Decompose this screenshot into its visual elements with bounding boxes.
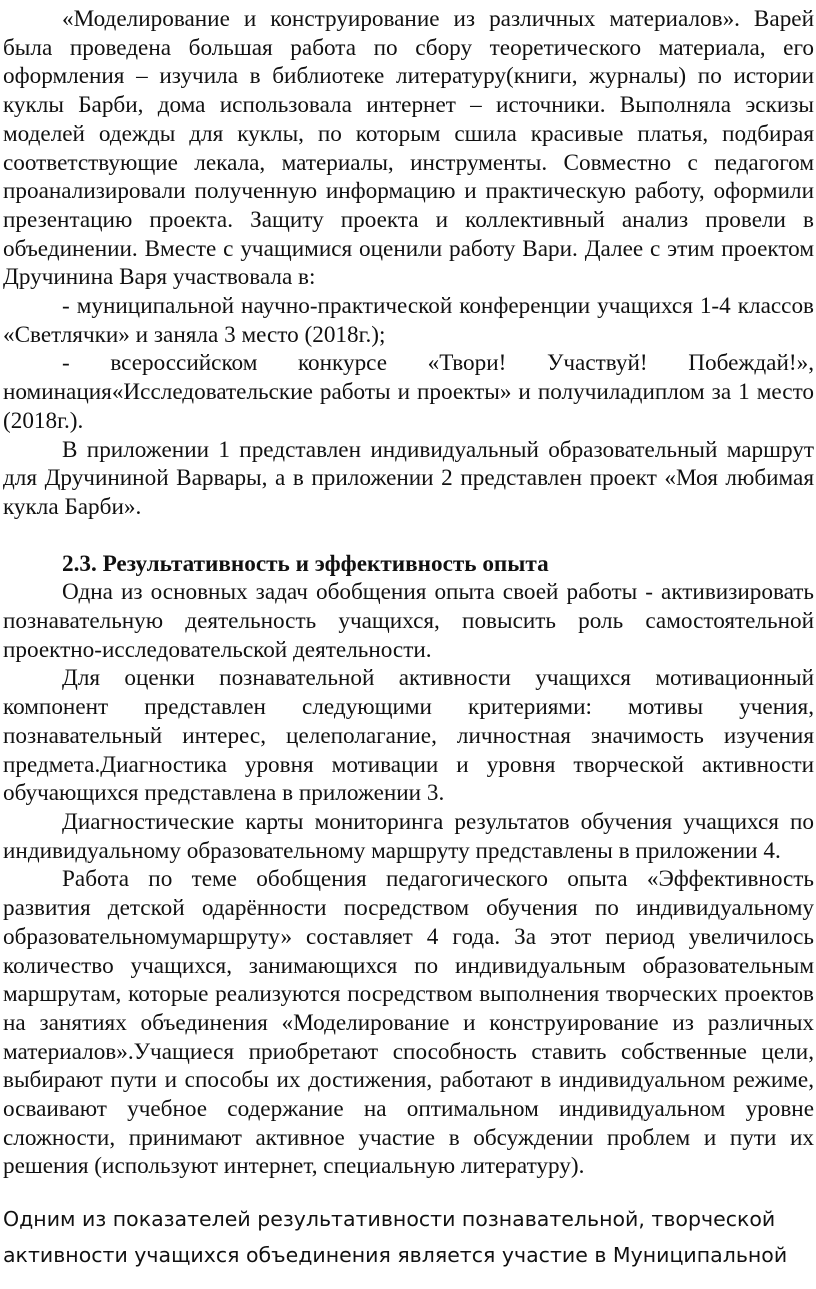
paragraph-experience-summary: Работа по теме обобщения педагогического опыта «Эффективность развития детской одарённости посредством обучения по индивидуальному образовательномумаршруту» составляет 4 года. За этот период увеличилось количество учащихся, занимающихся по индивидуальным образовательным маршрутам, которые реализуются посредством выполнения творческих проектов на занятиях объединения «Моделирование и конструирование из различных материалов».Учащиеся приобретают способность ставить собственные цели, выбирают пути и способы их достижения, работают в индивидуальном режиме, осваивают учебное содержание на оптимальном индивидуальном уровне сложности, принимают активное участие в обсуждении проблем и пути их решения (используют интернет, специальную литературу). bbox=[3, 866, 814, 1180]
paragraph-diagnostic-cards: Диагностические карты мониторинга результатов обучения учащихся по индивидуальному образовательному маршруту представлены в приложении 4. bbox=[3, 808, 814, 864]
paragraph-motivation-criteria: Для оценки познавательной активности учащихся мотивационный компонент представлен следующими критериями: мотивы учения, познавательный интерес, целеполагание, личностная значимость изучения предмета.Диагностика уровня мотивации и уровня творческой активности обучающихся представлена в приложении 3. bbox=[3, 665, 814, 807]
section-heading: 2.3. Результативность и эффективность опыта bbox=[62, 550, 549, 577]
paragraph-main-task: Одна из основных задач обобщения опыта своей работы - активизировать познавательную деятельность учащихся, повысить роль самостоятельной проектно-исследовательской деятельности. bbox=[3, 579, 814, 663]
footer-text: Одним из показателей результативности познавательной, творческой активности учащихся объединения является участие в Муниципальной bbox=[3, 1207, 788, 1268]
paragraph-project-work: «Моделирование и конструирование из различных материалов». Варей была проведена большая работа по сбору теоретического материала, его оформления – изучила в библиотеке литературу(книги, журналы) по истории куклы Барби, дома использовала интернет – источники. Выполняла эскизы моделей одежды для куклы, по которым сшила красивые платья, подбирая соответствующие лекала, материалы, инструменты. Совместно с педагогом проанализировали полученную информацию и практическую работу, оформили презентацию проекта. Защиту проекта и коллективный анализ провели в объединении. Вместе с учащимися оценили работу Вари. Далее с этим проектом Дручинина Варя участвовала в: bbox=[3, 6, 814, 291]
paragraph-municipal-conference: - муниципальной научно-практической конференции учащихся 1-4 классов «Светлячки» и заняла 3 место (2018г.); bbox=[3, 293, 814, 348]
paragraph-appendix-reference: В приложении 1 представлен индивидуальный образовательный маршрут для Дручининой Варвары, а в приложении 2 представлен проект «Моя любимая кукла Барби». bbox=[3, 436, 814, 520]
paragraph-allrussian-contest: - всероссийском конкурсе «Твори! Участвуй! Побеждай!», номинация«Исследовательские работы и проекты» и получиладиплом за 1 место (2018г.). bbox=[3, 350, 814, 434]
